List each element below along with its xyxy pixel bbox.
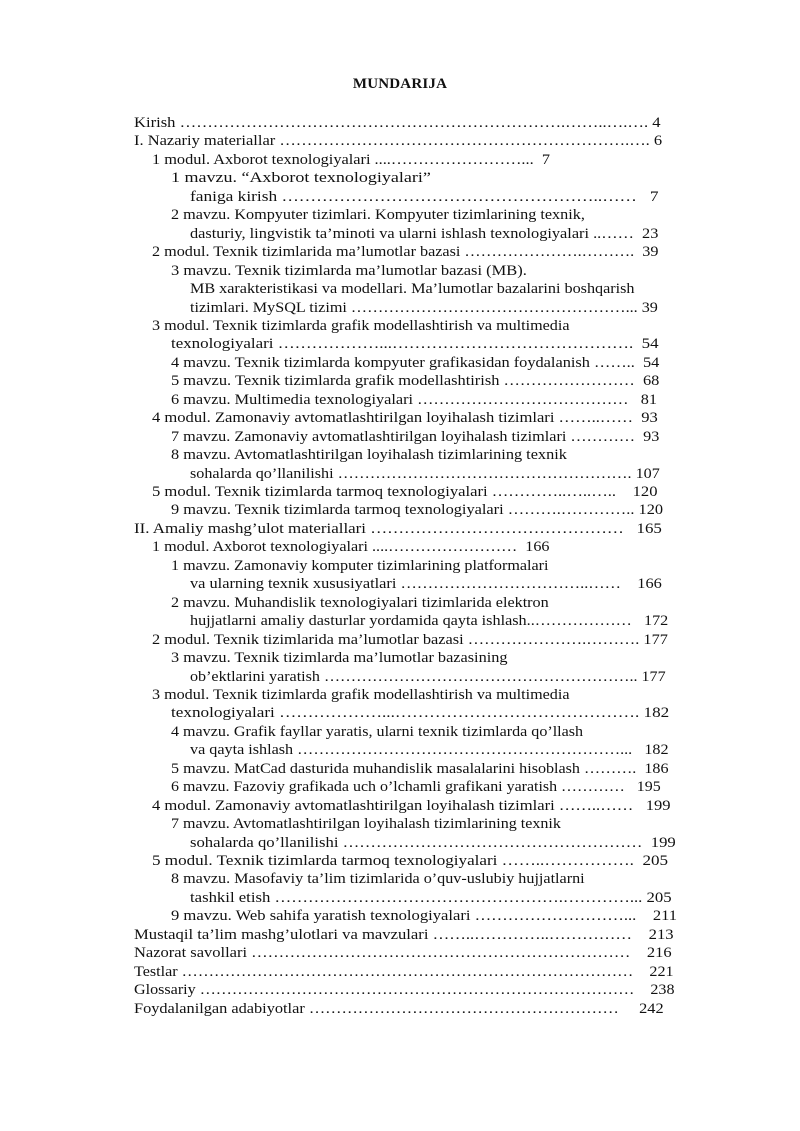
toc-line: dasturiy, lingvistik ta’minoti va ularni ishlash texnologiyalari ..…… 23	[190, 225, 659, 242]
toc-line: 1 modul. Axborot texnologiyalari ....……………………... 7	[152, 151, 550, 168]
toc-line: 8 mavzu. Avtomatlashtirilgan loyihalash tizimlarining texnik	[171, 447, 567, 464]
toc-line: Testlar ………………………………………………………………………… 221	[134, 963, 674, 980]
toc-line: 5 modul. Texnik tizimlarda tarmoq texnologiyalari ……..……………. 205	[152, 853, 669, 869]
toc-line: sohalarda qo’llanilishi ………………………………………………. 107	[190, 465, 660, 482]
toc-line: Mustaqil ta’lim mashg’ulotlari va mavzulari ……..…………..…………… 213	[134, 926, 674, 943]
toc-line: 3 mavzu. Texnik tizimlarda ma’lumotlar bazasining	[171, 650, 508, 667]
toc-line: 9 mavzu. Texnik tizimlarda tarmoq texnologiyalari ……….………….. 120	[171, 502, 664, 519]
toc-line: faniga kirish ………………………………………………..…… 7	[190, 188, 659, 205]
toc-line: tashkil etish …………………………………………….…………... 205	[190, 889, 672, 906]
toc-line: sohalarda qo’llanilishi ……………………………………………… 199	[190, 834, 676, 851]
toc-line: I. Nazariy materiallar ……………………………………………………….…. 6	[134, 133, 663, 150]
toc-line: 3 modul. Texnik tizimlarda grafik modellashtirish va multimedia	[152, 317, 570, 334]
toc-line: II. Amaliy mashg’ulot materiallari ……………………………………… 165	[134, 520, 662, 537]
toc-line: Glossariy ……………………………………………………………………… 238	[134, 982, 675, 999]
toc-line: Nazorat savollari …………………………………………………………… 216	[134, 945, 672, 962]
toc-line: 6 mavzu. Multimedia texnologiyalari ………………………………… 81	[171, 391, 657, 408]
toc-line: 2 mavzu. Muhandislik texnologiyalari tizimlarida elektron	[171, 594, 549, 611]
toc-line: 2 mavzu. Kompyuter tizimlari. Kompyuter tizimlarining texnik,	[171, 207, 585, 224]
toc-line: 9 mavzu. Web sahifa yaratish texnologiyalari ………………………... 211	[171, 908, 678, 925]
toc-line: 5 mavzu. Texnik tizimlarda grafik modellashtirish …………………… 68	[171, 373, 660, 390]
toc-line: va qayta ishlash ……………………………………………………... 182	[190, 742, 669, 759]
toc-line: 7 mavzu. Zamonaviy avtomatlashtirilgan loyihalash tizimlari ………… 93	[171, 428, 660, 445]
toc-line: hujjatlarni amaliy dasturlar yordamida qayta ishlash..……………… 172	[190, 613, 669, 630]
toc-line: MB xarakteristikasi va modellari. Ma’lumotlar bazalarini boshqarish	[190, 281, 635, 298]
toc-line: 8 mavzu. Masofaviy ta’lim tizimlarida o’quv-uslubiy hujjatlarni	[171, 871, 585, 888]
toc-line: 1 modul. Axborot texnologiyalari ....…………………… 166	[152, 539, 550, 556]
toc-line: 7 mavzu. Avtomatlashtirilgan loyihalash tizimlarining texnik	[171, 816, 561, 833]
toc-line: texnologiyalari ………………...……………………………………. 182	[171, 705, 670, 722]
toc-line: 1 mavzu. Zamonaviy komputer tizimlarining platformalari	[171, 557, 549, 574]
toc-line: Foydalanilgan adabiyotlar ………………………………………………… 242	[134, 1000, 664, 1017]
toc-line: va ularning texnik xususiyatlari ……………………………..…… 166	[190, 576, 662, 593]
toc-line: 1 mavzu. “Axborot texnologiyalari”	[171, 170, 431, 187]
page-title: MUNDARIJA	[352, 76, 448, 92]
toc-line: texnologiyalari ………………...……………………………………. 54	[171, 336, 659, 353]
toc-line: 3 mavzu. Texnik tizimlarda ma’lumotlar bazasi (MB).	[171, 262, 527, 279]
toc-line: 3 modul. Texnik tizimlarda grafik modellashtirish va multimedia	[152, 686, 570, 703]
toc-line: 5 mavzu. MatCad dasturida muhandislik masalalarini hisoblash ………. 186	[171, 760, 669, 777]
toc-line: 5 modul. Texnik tizimlarda tarmoq texnologiyalari …………..…..….. 120	[152, 484, 658, 500]
toc-line: 4 modul. Zamonaviy avtomatlashtirilgan loyihalash tizimlari ……..…… 93	[152, 410, 658, 427]
toc-line: ob’ektlarini yaratish ………………………………………………….. 177	[190, 668, 666, 685]
toc-line: tizimlari. MySQL tizimi ……………………………………………... 39	[190, 299, 658, 316]
toc-line: 6 mavzu. Fazoviy grafikada uch o’lchamli grafikani yaratish ………… 195	[171, 779, 661, 796]
toc-line: 4 mavzu. Texnik tizimlarda kompyuter grafikasidan foydalanish …….. 54	[171, 354, 660, 371]
toc-line: 4 mavzu. Grafik fayllar yaratis, ularni texnik tizimlarda qo’llash	[171, 723, 584, 740]
toc-line: Kirish …………………………………………………………….……..….…. 4	[134, 115, 661, 131]
toc-line: 2 modul. Texnik tizimlarida ma’lumotlar bazasi ………………….………. 39	[152, 244, 659, 261]
toc-line: 2 modul. Texnik tizimlarida ma’lumotlar bazasi ………………….………. 177	[152, 631, 668, 648]
toc-line: 4 modul. Zamonaviy avtomatlashtirilgan loyihalash tizimlari ……..…… 199	[152, 797, 671, 814]
